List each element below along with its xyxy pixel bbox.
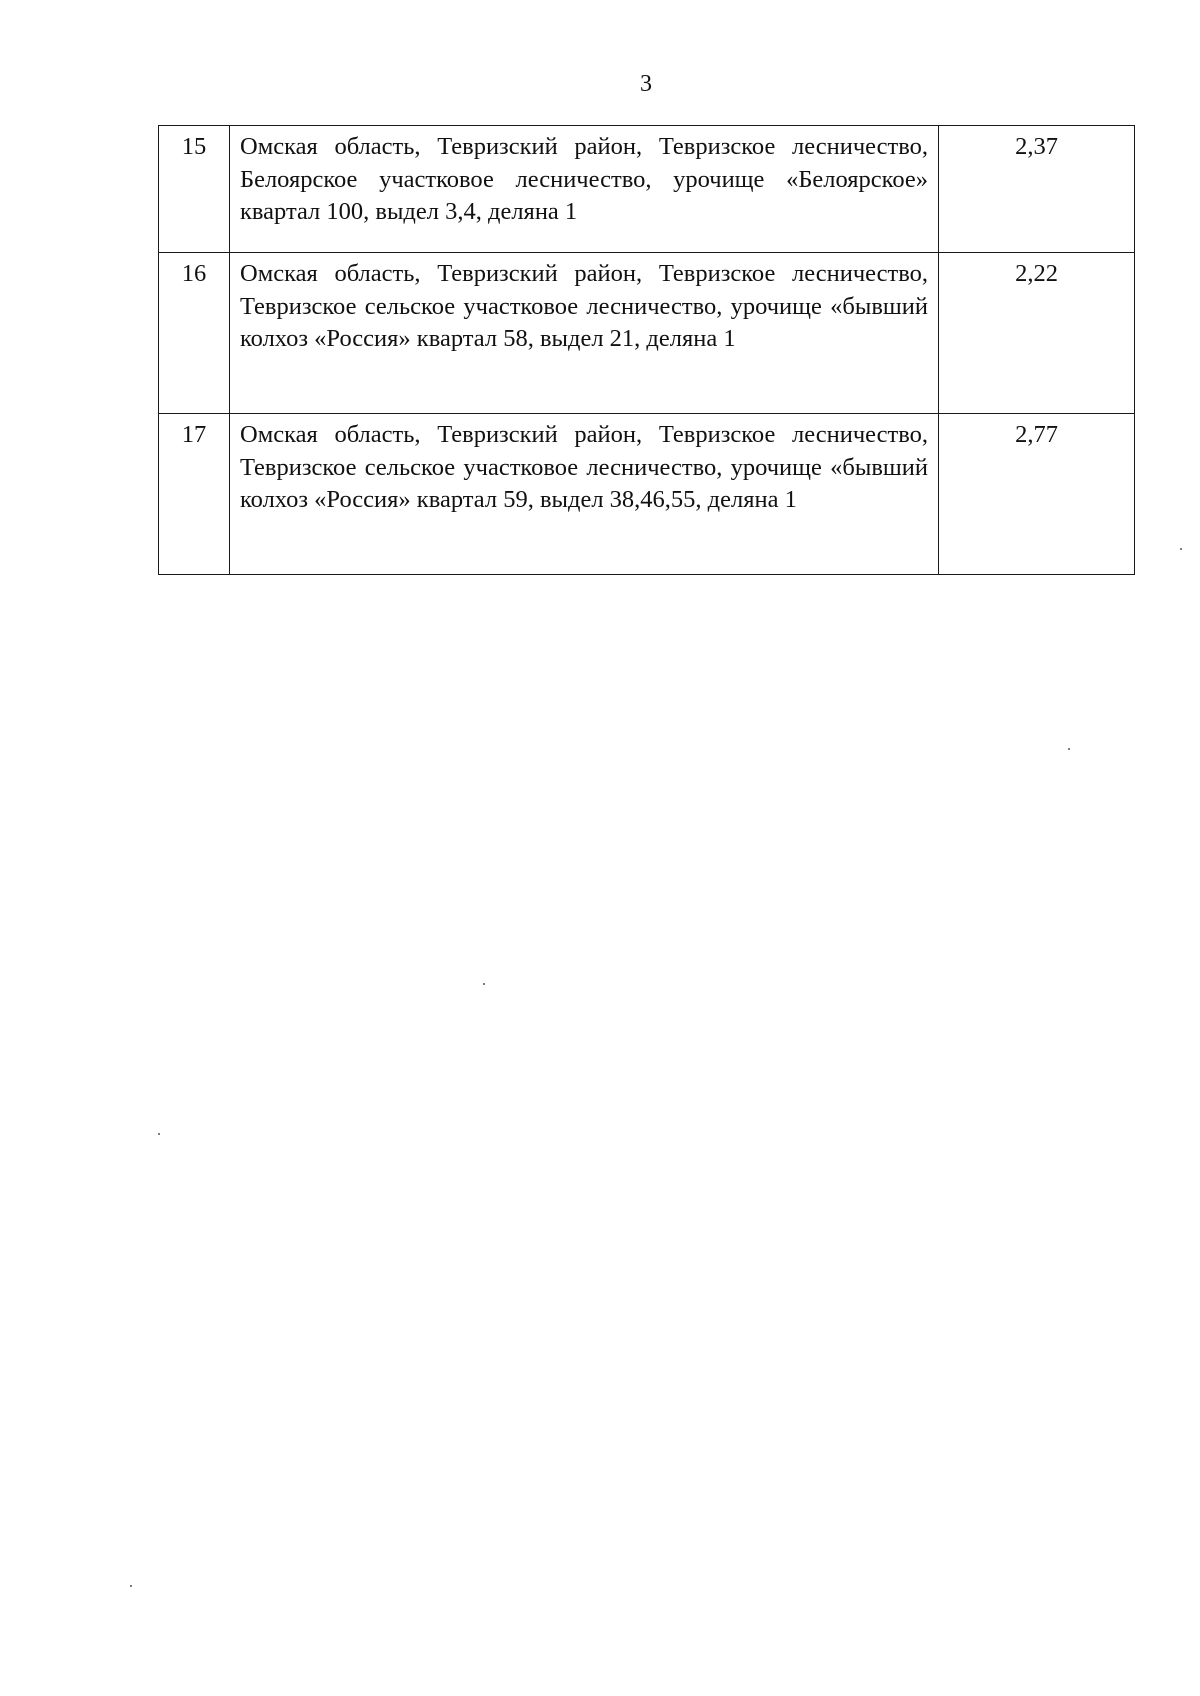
row-number: 15 bbox=[159, 126, 230, 253]
page-number: 3 bbox=[640, 71, 652, 97]
row-area: 2,37 bbox=[939, 126, 1135, 253]
scan-speck bbox=[1180, 548, 1182, 550]
table-row bbox=[159, 126, 1135, 253]
scan-speck bbox=[130, 1585, 132, 1587]
scan-speck bbox=[158, 1133, 160, 1135]
scan-speck bbox=[483, 983, 485, 985]
table-row bbox=[159, 253, 1135, 414]
table-row bbox=[159, 414, 1135, 575]
row-location: Омская область, Тевризский район, Тевризское лесничество, Тевризское сельское участковое лесничество, урочище «бывший колхоз «Россия» квартал 59, выдел 38,46,55, деляна 1 bbox=[230, 414, 939, 575]
row-number: 17 bbox=[159, 414, 230, 575]
row-location: Омская область, Тевризский район, Тевризское лесничество, Тевризское сельское участковое лесничество, урочище «бывший колхоз «Россия» квартал 58, выдел 21, деляна 1 bbox=[230, 253, 939, 414]
row-area: 2,77 bbox=[939, 414, 1135, 575]
row-area: 2,22 bbox=[939, 253, 1135, 414]
scan-speck bbox=[1068, 748, 1070, 750]
row-location: Омская область, Тевризский район, Тевризское лесничество, Белоярское участковое лесничество, урочище «Белоярское» квартал 100, выдел 3,4, деляна 1 bbox=[230, 126, 939, 253]
parcels-table bbox=[158, 125, 1135, 575]
row-number: 16 bbox=[159, 253, 230, 414]
